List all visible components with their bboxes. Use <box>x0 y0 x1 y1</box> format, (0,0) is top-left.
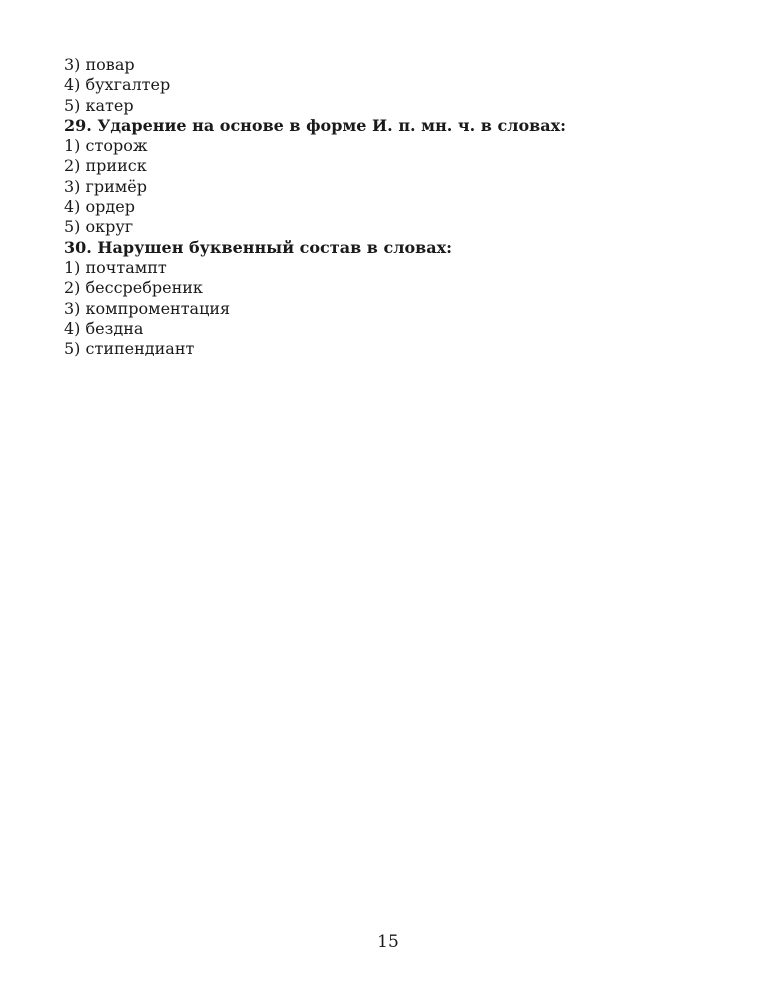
question-29-title: 29. Ударение на основе в форме И. п. мн. ч. в словах: <box>64 115 567 135</box>
page-content <box>64 55 724 359</box>
option-line: 3) компроментация <box>64 298 231 318</box>
option-line: 4) бездна <box>64 318 144 338</box>
option-line: 1) сторож <box>64 136 148 156</box>
option-line: 4) бухгалтер <box>64 75 171 95</box>
option-line: 3) гримёр <box>64 176 147 196</box>
option-line: 4) ордер <box>64 197 135 217</box>
option-line: 2) бессребреник <box>64 278 203 298</box>
option-line: 5) стипендиант <box>64 339 195 359</box>
option-line: 2) прииск <box>64 156 147 176</box>
option-line: 3) повар <box>64 55 135 74</box>
question-30-title: 30. Нарушен буквенный состав в словах: <box>64 237 453 257</box>
option-line: 5) катер <box>64 95 134 115</box>
page-number: 15 <box>377 932 399 952</box>
option-line: 5) округ <box>64 217 134 237</box>
option-line: 1) почтампт <box>64 257 167 277</box>
